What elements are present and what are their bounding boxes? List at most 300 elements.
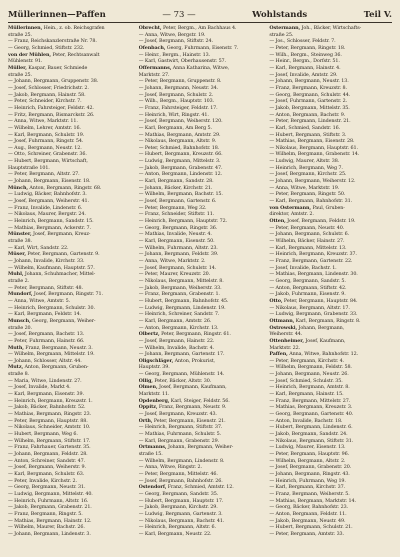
directory-entry (8, 245, 131, 252)
entry-details: — Karl, Bergmann, Schulstr. 19. (8, 131, 85, 138)
directory-entry (8, 92, 131, 99)
directory-entry (269, 271, 392, 278)
entry-details: — Peter, Bergmann, Hauptstr. 96. (269, 451, 350, 457)
directory-entry (269, 205, 392, 212)
entry-surname: Paffen, (269, 351, 288, 358)
entry-details: — Mathias, Bergmann, Eisenstr. 28. (269, 138, 355, 145)
entry-details: — Jos., Schlosser, Feldstr. 7. (269, 38, 336, 45)
entry-details: — Peter, Bergmann, Altstr. 27. (8, 171, 80, 178)
directory-entry (269, 211, 392, 218)
directory-entry (269, 511, 392, 518)
directory-entry (8, 364, 131, 371)
directory-entry (139, 65, 262, 72)
directory-entry (8, 491, 131, 498)
directory-entry (139, 245, 262, 252)
directory-entry (269, 311, 392, 318)
entry-details: — Mathias, Invalide, Neustr. 4. (138, 231, 212, 238)
entry-details: — Josef, Bergmann, Gartenstr. 6. (138, 198, 217, 205)
directory-entry (269, 158, 392, 165)
entry-details: — Jakob, Bergmann, Neustr. 49. (269, 517, 346, 524)
entry-details: — Nikolaus, Bergmann, Altstr. 17. (269, 304, 350, 311)
header-right-title: Wohlstands (252, 10, 308, 20)
directory-entry (139, 318, 262, 325)
directory-entry (139, 265, 262, 272)
entry-details: — Mathias, Bergmann, Marktstr. 14. (269, 497, 356, 504)
entry-details: — Wilhelm, Fuhrmann, Altstr. 23. (138, 244, 218, 251)
directory-entry (269, 404, 392, 411)
entry-details: — Josef, Invalide, Markt 4. (8, 384, 71, 391)
directory-entry (139, 278, 262, 285)
directory-entry (8, 358, 131, 365)
entry-details: — Johann, Bergmann, Ringstr. 43. (269, 470, 350, 477)
directory-entry (8, 231, 131, 238)
entry-surname: von Ostermann, (269, 204, 311, 211)
directory-entry (269, 238, 392, 245)
directory-entry (8, 145, 131, 152)
entry-details: Johann, Bergmann, (297, 324, 345, 331)
entry-details: — Peter, Bergmann, Neustr. 40. (269, 224, 345, 231)
entry-details: — Peter, Bergmann, Stiftstr. 48. (8, 284, 83, 291)
entry-details: — Nikolaus, Bergmann, Hauptstr. 61. (269, 144, 358, 151)
entry-details: — Karl, Bergmann, Mittelstr. 13. (269, 244, 347, 251)
entry-details: — Josef, Bergmann, Stiftstr. 24. (138, 38, 213, 45)
entry-details: — Karl, Bergmann, Amtstr. 26. (138, 317, 212, 324)
entry-details: — Ludwig, Bergmann, Mittelstr. 3. (138, 158, 221, 165)
entry-details: — Karl, Bergmann, Eisenstr. 39. (8, 391, 84, 398)
directory-entry (8, 325, 131, 332)
entry-surname: Münch, (8, 184, 28, 191)
directory-entry (8, 478, 131, 485)
entry-details: Franz, Schmied, Amtstr. 12. (166, 484, 234, 491)
entry-details: — Karl, Bergmann, Am Berg 5. (138, 124, 212, 131)
directory-entry (8, 431, 131, 438)
directory-entry (139, 85, 262, 92)
directory-entry (139, 25, 262, 32)
entry-details: — Nikolaus, Bergmann, Stiftstr. 31. (269, 437, 354, 444)
entry-details: — Hubert, Bergmann, Bahnhofstr. 45. (138, 297, 229, 304)
entry-details: Paul, Gruben- (311, 204, 345, 211)
entry-details: — Peter, Schneider, Kirchstr. 7. (8, 98, 82, 105)
directory-entry (269, 431, 392, 438)
entry-details: — Nikolaus, Bergmann, Altstr. 9. (138, 138, 217, 145)
entry-details: — Anna, Witwe, Amtstr. 5. (8, 297, 71, 304)
entry-columns (8, 25, 392, 552)
directory-entry (139, 225, 262, 232)
entry-details: straße 15. (138, 451, 163, 457)
entry-details: — Ludwig, Bergmann, Mittelstr. 40. (8, 490, 93, 497)
entry-details: — Franz, Bergmann, Mittelstr. 27. (269, 397, 351, 404)
directory-entry (8, 424, 131, 431)
directory-entry (269, 198, 392, 205)
entry-details: — Johann, Bergmann, Gruppenstr. 38. (8, 78, 99, 85)
entry-details: — Johann, Bergmann, Neustr. 13. (269, 78, 349, 85)
entry-details: — Wilhelm, Invalide, Bachstr. 4. (138, 344, 215, 351)
directory-entry (139, 398, 262, 405)
directory-entry (269, 132, 392, 139)
directory-entry (269, 291, 392, 298)
entry-details: — Peter, Bergmann, Hauptstr. 88. (8, 417, 88, 424)
entry-details: — Jakob, Bäcker, Bahnhofstr. 52. (8, 404, 86, 411)
entry-surname: Oligschläger, (138, 357, 174, 364)
entry-details: — Johann, Bergmann, Weiherstr. 12. (269, 178, 356, 185)
entry-details: — Hubert, Bergmann, Wirtschaft, (8, 158, 88, 165)
entry-surname: Müser, (8, 251, 26, 258)
entry-details: — Franz, Bergmann, Grabenstr. 1. (138, 291, 220, 298)
entry-details: — Aug., Bergmann, Neustr. 12. (8, 144, 82, 151)
directory-entry (269, 218, 392, 225)
directory-entry (269, 185, 392, 192)
entry-details: — Karl, Bergmann, Feldstr. 14. (8, 311, 82, 318)
directory-entry (139, 504, 262, 511)
entry-details: — Hubert, Bergmann, Weg 6. (8, 431, 78, 438)
directory-entry (139, 338, 262, 345)
entry-details: — Johann, Bergmann, Gartenstr. 17. (138, 351, 225, 358)
directory-entry (269, 225, 392, 232)
entry-details: — Franz, Reichskanzlerstraße Nr. 78. (8, 38, 97, 45)
entry-details: — Karl, Bergmann, Hainstr. 4. (269, 64, 341, 71)
entry-details: — Josef, Bergmann, Weiherstr. 41. (8, 198, 89, 205)
entry-details: — Heinrich, Fuhrmann, Weg 19. (269, 477, 346, 484)
entry-details: — Josef, Bergmann, Kreuzstr. 43. (138, 411, 217, 418)
entry-details: — Franz, Invalide, Lindenstr. 6. (8, 204, 83, 211)
directory-entry (8, 384, 131, 391)
entry-details: — Nikolaus, Bergmann, Bachstr. 41. (138, 517, 225, 524)
entry-details: straße 2. (8, 277, 29, 284)
directory-entry (8, 151, 131, 158)
entry-surname: Oppitz, (138, 404, 158, 411)
directory-entry (269, 338, 392, 345)
directory-entry (139, 125, 262, 132)
entry-details: — Josef, Invalide, Amtstr. 29. (269, 71, 338, 78)
entry-details: Marktstr. 27. (138, 71, 170, 78)
entry-details: — Heinrich, Bergmann, Hauptstr. 72. (138, 218, 227, 225)
entry-surname: Mutz, (8, 364, 24, 371)
entry-details: — Johann, Bergmann, Eisenstr. 18. (8, 178, 91, 185)
directory-entry (269, 358, 392, 365)
entry-details: — Wilhelm, Bergmann, Altstr. 2. (269, 457, 346, 464)
entry-details: — Johann, Bergmann, Lindenstr. 3. (8, 530, 91, 537)
directory-entry (8, 65, 131, 72)
entry-details: Hauptstraße 101. (8, 164, 50, 171)
entry-details: Peter, Bergm., Am Bachhaus 4. (161, 25, 237, 31)
directory-entry (8, 225, 131, 232)
entry-details: — Johann, Invalide, Kirchstr. 33. (8, 257, 85, 264)
directory-entry (8, 25, 131, 32)
entry-details: — Peter, Bergmann, Kirchstr. 4. (269, 357, 345, 364)
directory-entry (139, 378, 262, 385)
directory-entry (139, 404, 262, 411)
entry-details: — Franz, Bergmann, Gartenstr. 22. (269, 257, 353, 264)
directory-entry (269, 504, 392, 511)
directory-entry (269, 125, 392, 132)
directory-entry (269, 38, 392, 45)
directory-entry (8, 305, 131, 312)
directory-entry (8, 85, 131, 92)
directory-entry (269, 298, 392, 305)
entry-details: — Jakob, Bergmann, Grabenstr. 47. (138, 164, 223, 171)
directory-entry (269, 451, 392, 458)
directory-entry (269, 471, 392, 478)
entry-details: — Peter, Bergmann, Weg 32. (138, 204, 207, 211)
entry-details: — Karl, Bergmann, Bahnhofstr. 31. (269, 198, 353, 205)
entry-details: — Peter, Bergmann, Ringstr. 18. (269, 44, 346, 51)
entry-details: — Heinrich, Bergmann, Sandstr. 15. (8, 218, 94, 225)
directory-entry (269, 325, 392, 332)
entry-details: Anna Katharina, Witwe, (171, 64, 230, 71)
entry-details: — Ludwig, Bergmann, Gartenstr. 3. (138, 510, 223, 517)
entry-details: Peter, Bäcker, Altstr. 30. (152, 377, 212, 384)
entry-details: Kaspar, Bauer, Schmiede (26, 64, 88, 71)
entry-details: — Mathias, Bergmann, Ackerstr. 7. (8, 224, 91, 231)
directory-entry (139, 185, 262, 192)
directory-entry (139, 165, 262, 172)
entry-details: — Wilhelm, Bergmann, Feldstr. 58. (269, 364, 352, 371)
directory-entry (269, 45, 392, 52)
entry-details: — Franz, Schneider, Stiftstr. 11. (138, 211, 215, 218)
entry-details: — Wilhelm, Bergmann, Mittelstr. 19. (8, 351, 95, 358)
directory-entry (139, 92, 262, 99)
entry-details: — Mathias, Bergmann, Lindenstr. 30. (269, 271, 358, 278)
entry-details: — Jakob, Bergmann, Mittelstr. 35. (269, 104, 350, 111)
entry-details: — Jakob, Bergmann, Sandstr. 24. (269, 431, 348, 438)
directory-entry (8, 218, 131, 225)
entry-details: Hauptstr. 39. (138, 364, 170, 371)
entry-details: — Ludwig, Maurer, Eisenstr. 13. (269, 444, 346, 451)
entry-details: — Wilhelm, Bergmann, Bachstr. 15. (138, 191, 223, 198)
directory-entry (139, 311, 262, 318)
entry-details: — Karl, Wirt, Sandstr. 22. (8, 244, 69, 251)
directory-entry (139, 411, 262, 418)
directory-entry (8, 458, 131, 465)
entry-details: — Mathias, Bergmann, Ringstr. 23. (8, 411, 92, 418)
entry-details: — Anna, Witwe, Marktstr. 19. (269, 184, 340, 191)
entry-details: — Franz, Bergmann, Ringstr. 5. (8, 510, 83, 517)
entry-surname: Otto, (269, 297, 283, 304)
directory-entry (139, 138, 262, 145)
entry-details: Peter, Bergmann, Eisenstr. 21. (152, 417, 226, 424)
entry-details: — Hubert, Bergmann, Schulstr. 21. (269, 524, 353, 531)
directory-entry (8, 265, 131, 272)
directory-entry (269, 258, 392, 265)
entry-details: Josef, Kaufmann, (303, 337, 346, 344)
entry-details: — Wilhelm, Bergmann, Lindenstr. 8. (138, 457, 225, 464)
entry-details: — Heinrich, Bergmann, Schulstr. 30. (8, 304, 95, 311)
entry-details: Peter, Rechtsanwalt (51, 51, 100, 58)
entry-details: — Josef, Bergmann, Hainstr. 22. (138, 337, 215, 344)
entry-details: — Hubert, Bergmann, Stiftstr. 3. (269, 131, 347, 138)
directory-entry (269, 285, 392, 292)
directory-entry (139, 251, 262, 258)
directory-entry (8, 411, 131, 418)
directory-entry (139, 531, 262, 538)
directory-entry (8, 38, 131, 45)
directory-entry (139, 325, 262, 332)
directory-entry (8, 132, 131, 139)
entry-details: — Anton, Bergmann, Stiftstr. 42. (269, 284, 347, 291)
entry-surname: Muth, (8, 344, 24, 351)
entry-details: — Heinr., Bergm., Dorfstr. 51. (269, 58, 340, 65)
directory-entry (8, 471, 131, 478)
entry-details: — Georg, Bergmann, Sandstr. 5. (269, 277, 346, 284)
directory-entry (8, 504, 131, 511)
directory-entry (8, 185, 131, 192)
directory-entry (139, 158, 262, 165)
directory-entry (139, 238, 262, 245)
directory-entry (139, 132, 262, 139)
entry-details: — Karl, Schmied, Sandstr. 16. (269, 124, 341, 131)
directory-entry (8, 404, 131, 411)
entry-details: straße 25. (8, 71, 32, 78)
entry-details: — Jakob, Bergmann, Weiherstr. 33. (138, 284, 222, 291)
entry-details: — Anna, Witwe, Marktstr. 2. (138, 257, 206, 264)
entry-details: — Heinrich, Schreiner, Sandstr. 7. (138, 311, 220, 318)
page-header (8, 6, 392, 20)
entry-details: Karl, Bergmann, Ringstr. 8. (294, 317, 361, 324)
entry-details: — Fritz, Bergmann, Bismarckstr. 26. (8, 111, 95, 118)
directory-entry (8, 278, 131, 285)
directory-entry (8, 378, 131, 385)
entry-details: Peter, Bergmann, Hauptstr. 84. (282, 297, 358, 304)
directory-entry (139, 331, 262, 338)
directory-entry (8, 78, 131, 85)
directory-entry (269, 371, 392, 378)
entry-details: Anton, Bergmann, Gruben- (23, 364, 89, 371)
directory-entry (269, 191, 392, 198)
directory-entry (139, 298, 262, 305)
directory-entry (8, 285, 131, 292)
directory-entry (8, 58, 131, 65)
entry-details: Mühlenstr. 91. (8, 58, 43, 65)
directory-entry (8, 464, 131, 471)
directory-entry (139, 105, 262, 112)
entry-details: — Johann, Bergmann, Neustr. 34. (138, 84, 218, 91)
directory-entry (8, 511, 131, 518)
entry-details: — Josef, Bergmann, Weiherstr. 9. (8, 464, 86, 471)
entry-details: — Wilh., Bergm., Hauptstr. 103. (138, 98, 215, 105)
directory-entry (139, 45, 262, 52)
directory-entry (269, 231, 392, 238)
entry-details: — Georg, Bergmann, Neustr. 31. (8, 484, 86, 491)
directory-entry (269, 345, 392, 352)
entry-details: — Franz, Fahrhauer, Gartenstr. 35. (8, 444, 91, 451)
entry-details: — Karl, Bergmann, Hainstr. 15. (269, 391, 344, 398)
directory-entry (8, 125, 131, 132)
entry-details: — Ludwig, Maurer, Altstr. 38. (269, 158, 340, 165)
directory-entry (269, 384, 392, 391)
directory-entry (8, 105, 131, 112)
entry-details: — Maria, Witwe, Lindenstr. 27. (8, 377, 82, 384)
entry-details: Peter, Bergmann, Ringstr. 61. (159, 331, 231, 338)
entry-details: — Heinrich, Bergmann, Altstr. 6. (138, 524, 216, 531)
entry-details: — Anton, Bergmann, Kirchstr. 13. (138, 324, 219, 331)
directory-entry (139, 78, 262, 85)
entry-details: — Mathias, Fuhrmann, Schulstr. 5. (138, 431, 222, 438)
entry-details: — Nikolaus, Schneider, Amtstr. 10. (8, 424, 91, 431)
entry-details: straße 25. (8, 31, 32, 38)
directory-entry (269, 524, 392, 531)
entry-details: straße 38. (8, 238, 32, 244)
directory-entry (269, 118, 392, 125)
directory-entry (8, 205, 131, 212)
entry-surname: Müllerinnen, (8, 25, 43, 31)
directory-entry (8, 318, 131, 325)
directory-entry (8, 178, 131, 185)
column-2 (139, 25, 262, 552)
directory-entry (269, 518, 392, 525)
directory-entry (269, 318, 392, 325)
directory-entry (139, 118, 262, 125)
entry-details: — Jakob, Fuhrmann, Eisenstr. 9. (269, 291, 346, 298)
directory-entry (139, 198, 262, 205)
entry-surname: Mundorf, (8, 291, 33, 298)
entry-details: — Georg, Bergmann, Gartenstr. 40. (269, 411, 354, 418)
directory-entry (8, 345, 131, 352)
entry-details: — Karl, Bergmann, Kirchstr. 37. (269, 484, 346, 491)
entry-details: — Jakob, Bergmann, Hainstr. 58. (8, 91, 86, 98)
directory-entry (8, 338, 131, 345)
directory-entry (269, 531, 392, 538)
directory-entry (139, 211, 262, 218)
directory-entry (139, 364, 262, 371)
directory-entry (139, 431, 262, 438)
directory-entry (8, 418, 131, 425)
entry-details: — Ludwig, Bergmann, Grabenstr. 33. (269, 311, 358, 318)
directory-entry (8, 311, 131, 318)
entry-details: — Peter, Bergmann, Amtstr. 33. (269, 530, 344, 537)
directory-entry (139, 371, 262, 378)
directory-entry (8, 291, 131, 298)
directory-entry (269, 418, 392, 425)
entry-details: — Franz, Fahrsteiger, Feldstr. 17. (138, 104, 218, 111)
directory-entry (269, 145, 392, 152)
entry-details: — Peter, Bergmann, Mittelstr. 46. (138, 470, 218, 477)
directory-entry (269, 411, 392, 418)
entry-details: — Josef, Schlosser, Friedrichstr. 2. (8, 84, 89, 91)
entry-surname: Ostermann, (269, 25, 301, 31)
entry-details: — Heinrich, Bergmann, Kreuzstr. 1. (8, 397, 93, 404)
entry-details: — Peter, Schmied, Bahnhofstr. 18. (138, 144, 220, 151)
entry-details: Johann, Schuhmacher, Mittel- (23, 271, 96, 278)
entry-details: — Wilhelm, Bergmann, Grabenstr. 14. (269, 151, 360, 158)
directory-entry (139, 171, 262, 178)
directory-entry (269, 491, 392, 498)
directory-entry (139, 191, 262, 198)
entry-details: — Anna, Witwe, Ringstr. 2. (138, 464, 202, 471)
directory-entry (139, 231, 262, 238)
directory-entry (269, 305, 392, 312)
entry-details: — Josef, Bergmann, Weiherstr. 120. (138, 118, 223, 125)
directory-entry (139, 484, 262, 491)
directory-entry (8, 158, 131, 165)
entry-details: — Heinrich, Fuhrmann, Altstr. 16. (8, 497, 89, 504)
directory-entry (139, 351, 262, 358)
entry-surname: Olbertz, (138, 331, 160, 338)
directory-entry (8, 444, 131, 451)
directory-entry (139, 291, 262, 298)
directory-entry (269, 92, 392, 99)
entry-details: — Karl, Bergmann, Eisenstr. 50. (138, 238, 215, 244)
directory-entry (139, 218, 262, 225)
entry-details: — Heinrich, Fahrsteiger, Feldstr. 42. (8, 104, 94, 111)
entry-details: — Peter, Maurer, Kreuzstr. 20. (138, 271, 211, 278)
directory-entry (269, 165, 392, 172)
entry-details: — Mathias, Bergmann, Kreuzstr. 3. (269, 404, 353, 411)
directory-entry (269, 391, 392, 398)
directory-entry (139, 305, 262, 312)
column-1 (8, 25, 131, 552)
page-number: — 73 — (162, 10, 196, 20)
entry-details: Johann, Bergmann, Weiher- (166, 444, 234, 451)
